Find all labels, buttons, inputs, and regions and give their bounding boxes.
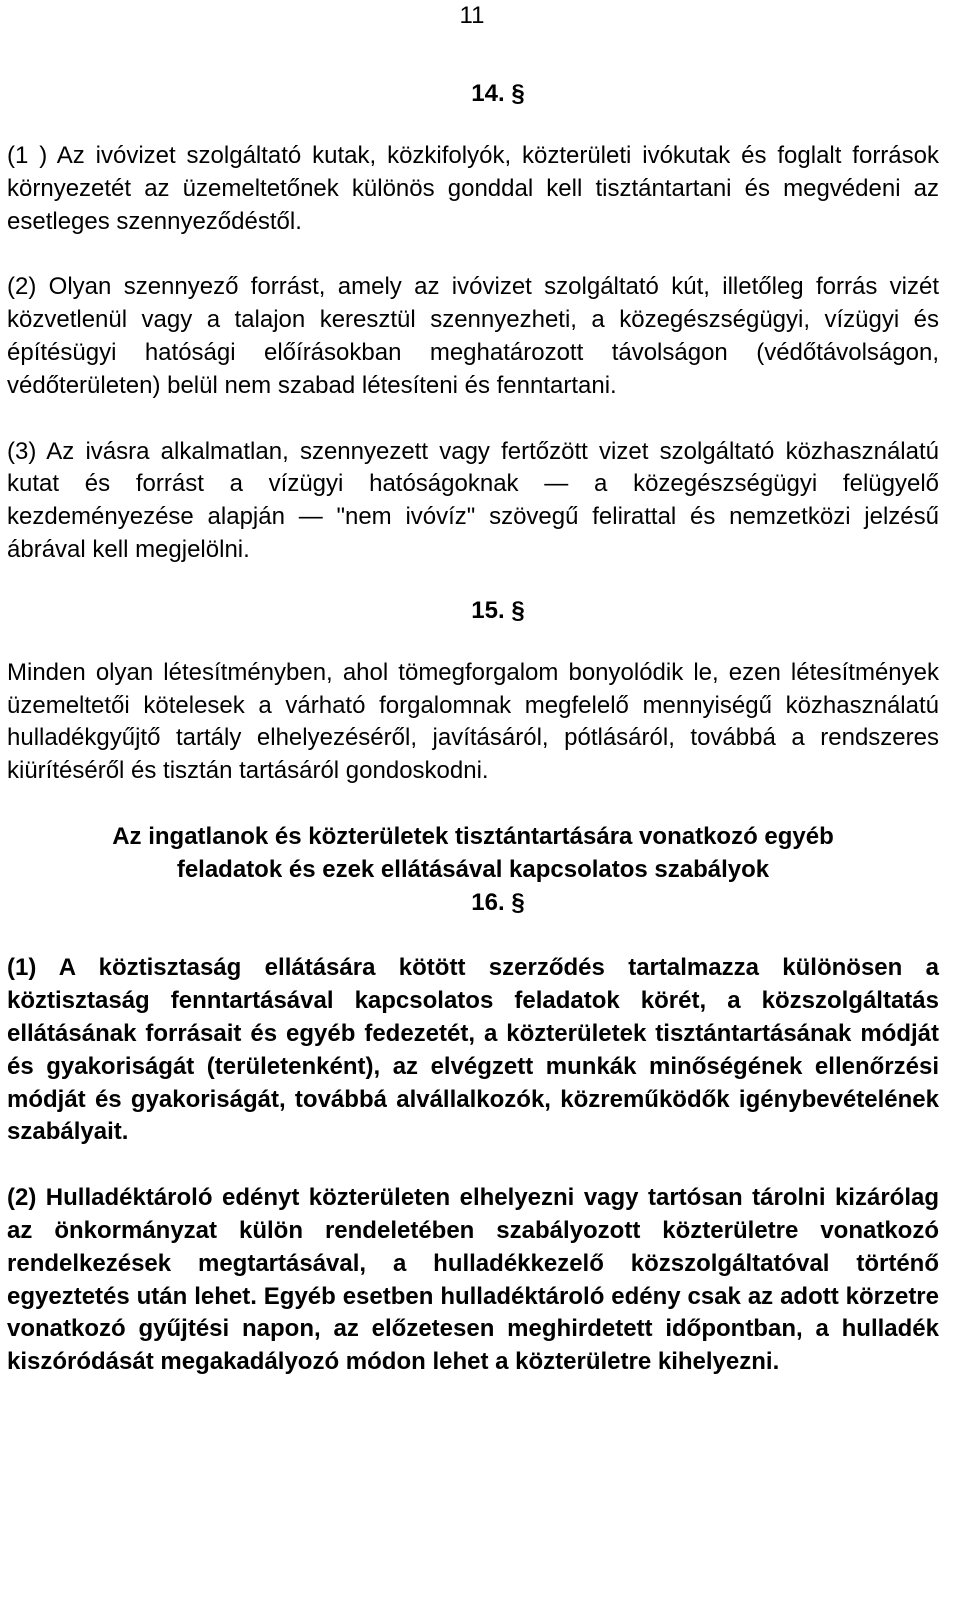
section-15-title: 15. § (471, 596, 525, 624)
page-number: 11 (459, 2, 485, 29)
section-14-paragraph-1: (1 ) Az ivóvizet szolgáltató kutak, közkifolyók, közterületi ivókutak és foglalt források környezetét az üzemeltetőnek különös gonddal kell tisztántartani és megvédeni az esetleges szennyeződéstől. (7, 142, 939, 235)
section-15-paragraph-1: Minden olyan létesítményben, ahol tömegforgalom bonyolódik le, ezen létesítmények üzemeltetői kötelesek a várható forgalomnak megfelelő mennyiségű közhasználatú hulladékgyűjtő tartály elhelyezéséről, javításáról, pótlásáról, továbbá a rendszeres kiürítéséről és tisztán tartásáról gondoskodni. (7, 658, 939, 785)
section-16-paragraph-1: (1) A köztisztaság ellátására kötött szerződés tartalmazza különösen a köztisztaság fenntartásával kapcsolatos feladatok körét, a közszolgáltatás ellátásának forrásait és egyéb fedezetét, a közterületek tisztántartásának módját és gyakoriságát (területenként), az elvégzett munkák minőségének ellenőrzési módját és gyakoriságát, továbbá alvállalkozók, közreműködők igénybevételének szabályait. (7, 954, 939, 1146)
section-14-title: 14. § (471, 80, 525, 107)
section-14-paragraph-2: (2) Olyan szennyező forrást, amely az ivóvizet szolgáltató kút, illetőleg forrás vizét közvetlenül vagy a talajon keresztül szennyezheti, a közegészségügyi, vízügyi és építésügyi hatósági előírásokban meghatározott távolságon (védőtávolságon, védőterületen) belül nem szabad létesíteni és fenntartani. (7, 273, 939, 399)
section-16-title: 16. § (471, 888, 525, 916)
section-14-paragraph-3: (3) Az ivásra alkalmatlan, szennyezett vagy fertőzött vizet szolgáltató közhasználatú kutat és forrást a vízügyi hatóságoknak — a közegészségügyi felügyelő kezdeményezése alapján — "nem ivóvíz" szövegű felirattal és nemzetközi jelzésű ábrával kell megjelölni. (7, 437, 939, 563)
document-body (7, 0, 939, 1379)
chapter-heading-line-2: feladatok és ezek ellátásával kapcsolatos szabályok (176, 855, 770, 883)
chapter-heading-line-1: Az ingatlanok és közterületek tisztántartására vonatkozó egyéb (112, 822, 834, 850)
section-16-paragraph-2: (2) Hulladéktároló edényt közterületen elhelyezni vagy tartósan tárolni kizárólag az önkormányzat külön rendeletében szabályozott közterületre vonatkozó rendelkezések megtartásával, a hulladékkezelő közszolgáltatóval történő egyeztetés után lehet. Egyéb esetben hulladéktároló edény csak az adott körzetre vonatkozó gyűjtési napon, az előzetesen meghirdetett időpontban, a hulladék kiszóródását megakadályozó módon lehet a közterületre kihelyezni. (7, 1184, 939, 1376)
